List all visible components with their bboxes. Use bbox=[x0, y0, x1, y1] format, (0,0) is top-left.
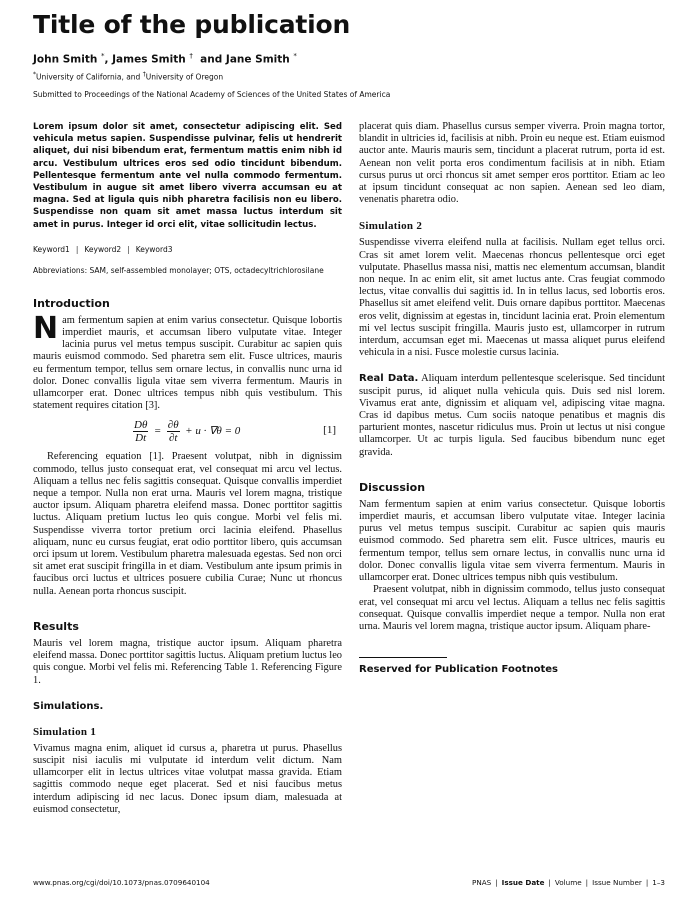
keyword-separator: | bbox=[75, 244, 79, 254]
affiliation-text: University of California, and bbox=[36, 72, 143, 82]
footer-journal: PNAS bbox=[472, 878, 492, 887]
keyword: Keyword2 bbox=[84, 244, 122, 254]
author-name: John Smith bbox=[33, 53, 98, 66]
affiliation-text: University of Oregon bbox=[145, 72, 224, 82]
paragraph-text: Nam fermentum sapien at enim varius consectetur. Quisque lobortis imperdiet mauris, et accumsan libero vulputate vitae. Integer lacinia purus vel metus tempus suscipit. Curabitur ac sapien quis mauris euismod commodo. Sed pharetra sem elit. Fusce ultrices, mauris eu fermentum tempor, tellus sem ornare lectus, in convallis nunc urna id dolor. Donec convallis ligula vitae sem viverra fermentum. Mauris in ullamcorper erat. Donec ultrices tempus nibh quis vestibulum. bbox=[359, 498, 665, 584]
equation bbox=[33, 417, 342, 447]
drop-cap: N bbox=[33, 310, 59, 346]
paragraph-text: Praesent volutpat, nibh in dignissim commodo, tellus justo consequat erat, vel consequat mi arcu vel lectus. Aliquam a tellus nec felis sagittis consequat. Quisque convallis imperdiet neque a tempor. Nulla non erat urna. Mauris vel lorem magna, tristique auctor ipsum. Aliquam phare- bbox=[359, 584, 665, 632]
paragraph-text: Mauris vel lorem magna, tristique auctor ipsum. Aliquam pharetra eleifend massa. Donec porttitor sagittis luctus. Aliquam pretium luctus leo quis congue. Morbi vel felis mi. Referencing Table 1. Referencing Figure 1. bbox=[33, 637, 342, 686]
footnotes-heading: Reserved for Publication Footnotes bbox=[359, 664, 558, 676]
footer-issue-number: Issue Number bbox=[592, 878, 642, 887]
footer-issue-date: Issue Date bbox=[501, 878, 545, 887]
submission-note: Submitted to Proceedings of the National Academy of Sciences of the United States of America bbox=[33, 90, 391, 99]
real-data-paragraph bbox=[359, 373, 665, 458]
paragraph-text: am fermentum sapien at enim varius consectetur. Quisque lobortis imperdiet mauris, et accumsan libero vulputate vitae. Integer lacinia purus vel metus tempus suscipit. Curabitur ac sapien quis mauris euismod commodo. Sed pharetra sem elit. Fusce ultrices, mauris eu fermentum tempor, tellus sem ornare lectus, in convallis nunc urna id dolor. Donec convallis ligula vitae sem viverra fermentum. Mauris in ullamcorper erat. Donec ultrices tempus nibh quis vestibulum. This statement requires citation [3]. bbox=[33, 314, 342, 412]
paragraph-text: placerat quis diam. Phasellus cursus semper viverra. Proin magna tortor, blandit in ultricies id, facilisis at nibh. Proin eu neque est. Etiam euismod auctor ante. Mauris mauris sem, tincidunt a placerat rutrum, porta id est. Aenean non velit porta eros condimentum facilisis at in nibh. Etiam cursus purus ut orci rhoncus sit amet semper eros porttitor. Etiam ac leo at ipsum tincidunt consequat ac non sapien. Aenean sed leo diam, venenatis pharetra odio. bbox=[359, 121, 665, 206]
footer-pages: 1–3 bbox=[652, 878, 665, 887]
author-affiliation-mark: * bbox=[100, 52, 105, 60]
author-name: Jane Smith bbox=[225, 53, 290, 66]
author-list: John Smith *, James Smith † and Jane Smith * bbox=[33, 52, 297, 66]
paragraph-text: Referencing equation [1]. Praesent volutpat, nibh in dignissim commodo, tellus justo consequat erat, vel consequat mi arcu vel lectus. Aliquam a tellus nec felis sagittis consequat. Quisque convallis imperdiet neque a tempor. Nulla non erat urna. Mauris vel lorem magna, tristique auctor ipsum. Aliquam pharetra eleifend massa. Donec porttitor sagittis luctus. Aliquam pretium luctus leo quis congue. Morbi vel felis mi. Suspendisse viverra tortor pretium orci lacinia eleifend. Phasellus aliquam, nunc eu cursus feugiat, erat odio porttitor libero, quis accumsan orci ipsum ut lorem. Vestibulum pharetra malesuada egestas. Sed non orci sit amet erat suscipit fringilla in et diam. Vestibulum ante ipsum primis in faucibus orci luctus et ultrices posuere cubilia Curae; Nunc ut rhoncus nulla. Aenean porta rhoncus suscipit. bbox=[33, 451, 342, 597]
left-column bbox=[33, 121, 342, 816]
equation-number: [1] bbox=[323, 424, 336, 437]
affiliations bbox=[33, 71, 223, 82]
paragraph-text: Aliquam interdum pellentesque scelerisque. Sed tincidunt suscipit purus, id aliquet nulla vehicula quis. Duis sed nisl lorem. Vivamus erat ante, dignissim et aliquam vel, adipiscing vitae magna. Cras id dapibus metus. Cum sociis natoque penatibus et magnis dis parturient montes, nascetur ridiculus mus. Proin ut lectus ut nisi congue ullamcorper. Ut ac turpis ligula. Sed faucibus bibendum nunc eget gravida. bbox=[359, 373, 665, 458]
keywords bbox=[33, 245, 342, 254]
section-heading-discussion: Discussion bbox=[359, 480, 426, 494]
subsection-heading-simulations: Simulations. bbox=[33, 700, 104, 712]
equation-body: $\frac{D\theta}{Dt}$ = $\frac{\partial\theta}{\partial t}$ + u · ∇θ = 0 bbox=[134, 419, 241, 445]
author-affiliation-mark: † bbox=[189, 52, 193, 60]
author-name: James Smith bbox=[112, 53, 186, 66]
right-column bbox=[359, 121, 665, 675]
subsection-heading-simulation-1: Simulation 1 bbox=[33, 725, 97, 738]
section-heading-introduction: Introduction bbox=[33, 296, 110, 310]
keyword: Keyword1 bbox=[33, 244, 70, 254]
footer-volume: Volume bbox=[554, 878, 582, 887]
abstract: Lorem ipsum dolor sit amet, consectetur adipiscing elit. Sed vehicula metus sapien. Suspendisse pulvinar, felis ut hendrerit aliquet, dui nisi bibendum erat, fermentum mattis enim nibh id arcu. Vestibulum ultrices eros sed odio tincidunt bibendum. Pellentesque fermentum ante vel nulla commodo fermentum. Vestibulum in augue sit amet libero viverra accumsan eu at magna. Sed at ligula quis nibh pharetra facilisis non eu libero. Suspendisse non quam sit amet massa luctus interdum sit amet in purus. Integer id orci elit, vitae sollicitudin lectus. bbox=[33, 122, 342, 230]
run-in-heading: Real Data. bbox=[359, 373, 419, 385]
keyword-separator: | bbox=[127, 244, 130, 254]
author-affiliation-mark: * bbox=[293, 52, 297, 60]
affiliation-mark: * bbox=[33, 71, 36, 78]
footer-journal-info: PNAS | Issue Date | Volume | Issue Number | 1–3 bbox=[472, 878, 665, 887]
paragraph-text: Suspendisse viverra eleifend nulla at facilisis. Nullam eget tellus orci. Cras sit amet lorem velit. Maecenas rhoncus pellentesque orci eget vulputate. Phasellus massa nisi, mattis nec elementum accumsan, blandit non neque. In ac enim elit, sit amet luctus ante. Cras feugiat commodo lectus, vitae convallis dui sagittis id. In in tellus lacus, sed lobortis eros. Phasellus sit amet eleifend velit. Duis ornare dapibus porttitor. Maecenas eros velit, dignissim at egestas in, tincidunt lacinia erat. Proin elementum mi vel lectus suscipit fringilla. Mauris justo est, ullamcorper in rutrum interdum, accumsan eget mi. Maecenas ut massa aliquet purus eleifend vehicula in a nisi. Fusce molestie cursus lacinia. bbox=[359, 237, 665, 359]
paper-title: Title of the publication bbox=[33, 10, 351, 39]
subsection-heading-simulation-2: Simulation 2 bbox=[359, 220, 423, 233]
keyword: Keyword3 bbox=[135, 244, 173, 254]
footer-doi-link[interactable]: www.pnas.org/cgi/doi/10.1073/pnas.0709640104 bbox=[33, 878, 210, 887]
paragraph-text: Vivamus magna enim, aliquet id cursus a, pharetra ut purus. Phasellus suscipit nisi iaculis mi vulputate id interdum velit dictum. Nam ullamcorper elit in lectus ultrices vitae volutpat massa gravida. Etiam sagittis commodo neque eget placerat. Sed et nisi faucibus metus interdum adipiscing id nec lacus. Donec ipsum diam, malesuada at euismod consectetur, bbox=[33, 742, 342, 815]
footnote-rule bbox=[359, 657, 447, 658]
affiliation-mark: † bbox=[142, 71, 146, 78]
abbreviations: Abbreviations: SAM, self-assembled monolayer; OTS, octadecyltrichlorosilane bbox=[33, 265, 324, 275]
introduction-paragraph bbox=[33, 310, 342, 413]
section-heading-results: Results bbox=[33, 619, 79, 633]
